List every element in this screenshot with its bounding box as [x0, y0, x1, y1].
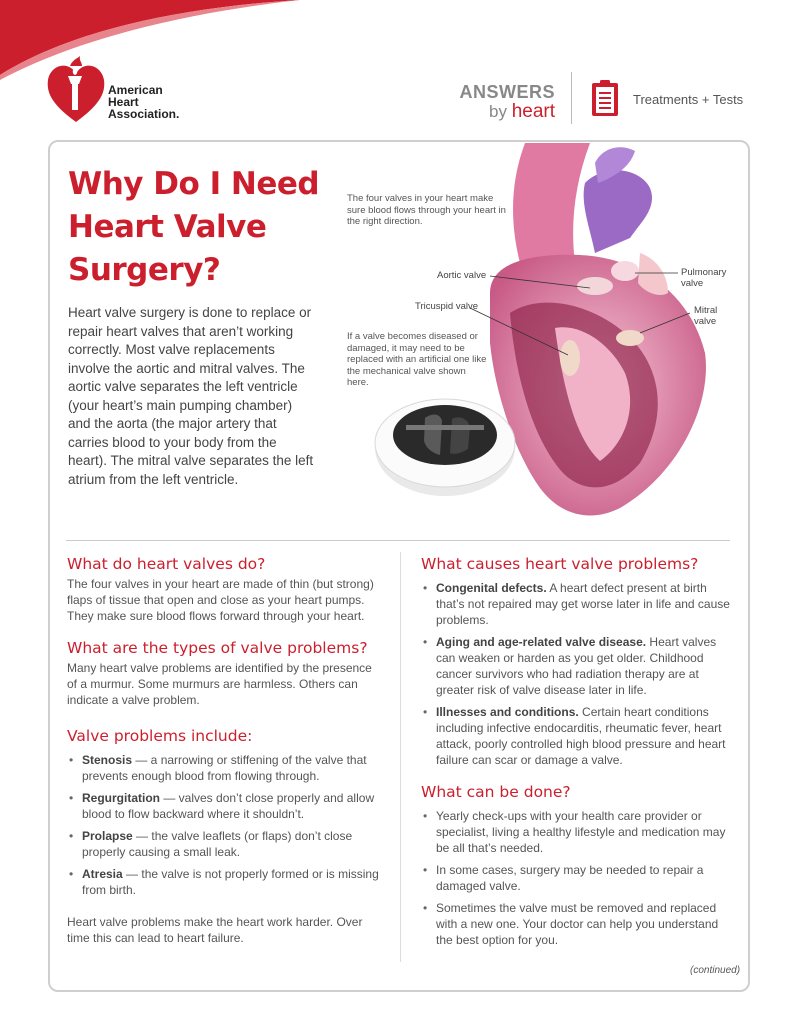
- column-divider: [400, 552, 401, 962]
- aortic-valve-label: Aortic valve: [437, 270, 487, 281]
- list-item: • Stenosis — a narrowing or stiffening of the valve that prevents enough blood from flowing through.: [67, 752, 385, 784]
- list-item: • Illnesses and conditions. Certain heart conditions including infective endocarditis, rheumatic fever, heart attack, poorly controlled high blood pressure and heart failure can scar or damage a valve.: [421, 704, 733, 768]
- list-item: • Prolapse — the valve leaflets (or flaps) don’t close properly causing a small leak.: [67, 828, 385, 860]
- list-item: • Sometimes the valve must be removed and replaced with a new one. Your doctor can help you understand the best option for you.: [421, 900, 733, 948]
- list-item: • Yearly check-ups with your health care provider or specialist, living a healthy lifestyle and medication may be all that’s needed.: [421, 808, 733, 856]
- heading-what-valves-do: What do heart valves do?: [67, 555, 266, 573]
- list-item: • Congenital defects. A heart defect present at birth that’s not repaired may get worse later in life and cause problems.: [421, 580, 733, 628]
- org-line-1: American: [108, 83, 163, 97]
- list-item: • Regurgitation — valves don’t close properly and allow blood to flow backward where it shouldn’t.: [67, 790, 385, 822]
- answers-text: ANSWERS: [459, 82, 555, 102]
- heading-valve-problems-include: Valve problems include:: [67, 727, 253, 745]
- pulmonary-valve-label: Pulmonary valve: [681, 267, 727, 289]
- list-item: • Atresia — the valve is not properly formed or is missing from birth.: [67, 866, 385, 898]
- aha-wordmark: [108, 84, 179, 120]
- category-label: Treatments + Tests: [633, 92, 744, 107]
- paragraph-heart-failure: Heart valve problems make the heart work harder. Over time this can lead to heart failure.: [67, 915, 363, 945]
- heading-what-can-be-done: What can be done?: [421, 783, 571, 801]
- clipboard-icon: [590, 78, 620, 118]
- left-column: [67, 556, 385, 946]
- figure-caption: The four valves in your heart make sure blood flows through your heart in the right direction.: [347, 193, 506, 227]
- org-line-2: Heart: [108, 95, 139, 109]
- list-item: • In some cases, surgery may be needed to repair a damaged valve.: [421, 862, 733, 894]
- org-line-3: Association.: [108, 107, 180, 121]
- right-column: [421, 556, 733, 954]
- heart-text: heart: [511, 101, 555, 122]
- heading-causes: What causes heart valve problems?: [421, 555, 699, 573]
- section-divider: [66, 540, 730, 541]
- paragraph-what-valves-do: The four valves in your heart are made of thin (but strong) flaps of tissue that open and close as your heart pumps. They make sure blood flows forward through your heart.: [67, 577, 374, 623]
- mechanical-valve-caption: If a valve becomes diseased or damaged, it may need to be replaced with an artificial one like the mechanical valve shown here.: [347, 331, 487, 388]
- intro-paragraph: Heart valve surgery is done to replace or repair heart valves that aren’t working correctly. Most valve replacements involve the aortic and mitral valves. The aortic valve separates the left ventricle (your heart’s main pumping chamber) and the aorta (the major artery that carries blood to your body from the heart). The mitral valve separates the left atrium from the left ventricle.: [68, 305, 314, 487]
- header-divider: [571, 72, 572, 124]
- tricuspid-valve-label: Tricuspid valve: [415, 301, 479, 312]
- mitral-valve-label: Mitral valve: [694, 305, 718, 327]
- valve-problems-list: [67, 752, 385, 898]
- paragraph-types-of-problems: Many heart valve problems are identified by the presence of a murmur. Some murmurs are harmless. Others can indicate a valve problem.: [67, 661, 372, 707]
- causes-list: [421, 580, 733, 768]
- what-can-be-done-list: [421, 808, 733, 948]
- heading-types-of-problems: What are the types of valve problems?: [67, 639, 368, 657]
- answers-by-heart-logo: [440, 82, 555, 123]
- page-title: Why Do I Need Heart Valve Surgery?: [68, 166, 320, 288]
- continued-note: (continued): [690, 965, 741, 976]
- by-text: by: [488, 102, 507, 121]
- list-item: • Aging and age-related valve disease. Heart valves can weaken or harden as you get older. Childhood cancer survivors who had radiation therapy are at greater risk of valve disease later in life.: [421, 634, 733, 698]
